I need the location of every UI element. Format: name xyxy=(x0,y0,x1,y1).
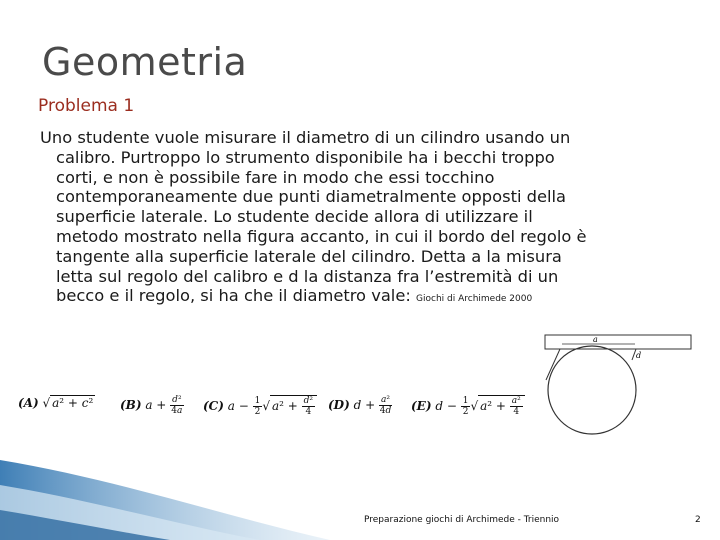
answer-d-label: (D) xyxy=(328,398,350,412)
source-note: Giochi di Archimede 2000 xyxy=(416,294,533,305)
problem-line-last xyxy=(40,286,692,310)
decorative-swoosh xyxy=(0,440,720,540)
label-d: d xyxy=(636,351,642,360)
cylinder-section xyxy=(548,346,636,434)
problem-line: corti, e non è possibile fare in modo che essi tocchino xyxy=(56,167,495,187)
answer-d: (D) d + $\frac{\text{a²}}{4d}$ xyxy=(328,395,392,416)
caliper-ruler xyxy=(545,335,691,349)
answer-b-label: (B) xyxy=(120,398,142,412)
problem-line: Uno studente vuole misurare il diametro di un cilindro usando un xyxy=(40,128,571,147)
label-a: a xyxy=(593,335,598,344)
caliper-jaw-left xyxy=(546,349,560,380)
problem-text xyxy=(40,128,692,310)
answer-a-label: (A) xyxy=(18,396,39,410)
problem-line: superficie laterale. Lo studente decide allora di utilizzare il xyxy=(56,207,533,227)
page-title: Geometria xyxy=(42,40,248,84)
problem-line: metodo mostrato nella figura accanto, in cui il bordo del regolo è xyxy=(56,226,587,246)
answer-e: (E) d − $\frac{1}{2}$ √ a² + $\frac{\text{a²}}{4}$ xyxy=(411,395,525,417)
problem-line: calibro. Purtroppo lo strumento disponibile ha i becchi troppo xyxy=(56,147,555,167)
problem-line: becco e il regolo, si ha che il diametro vale: xyxy=(56,286,417,306)
problem-line: contemporaneamente due punti diametralmente opposti della xyxy=(56,187,567,207)
problem-heading: Problema 1 xyxy=(38,96,135,116)
answer-a: (A) √ a² + c² xyxy=(18,396,94,410)
page-number: 2 xyxy=(695,515,701,525)
answer-c-label: (C) xyxy=(203,399,224,413)
footer-text: Preparazione giochi di Archimede - Triennio xyxy=(364,515,560,525)
answer-b: (B) a + $\frac{\text{d²}}{4a}$ xyxy=(120,395,183,416)
problem-line: tangente alla superficie laterale del cilindro. Detta a la misura xyxy=(56,246,562,266)
problem-line: letta sul regolo del calibro e d la distanza fra l’estremità di un xyxy=(56,266,559,286)
caliper-figure xyxy=(520,330,700,440)
answer-choices xyxy=(18,395,521,435)
answer-e-label: (E) xyxy=(411,399,432,413)
answer-c: (C) a − $\frac{1}{2}$ √ a² + $\frac{\text{d²}}{4}$ xyxy=(203,395,317,417)
